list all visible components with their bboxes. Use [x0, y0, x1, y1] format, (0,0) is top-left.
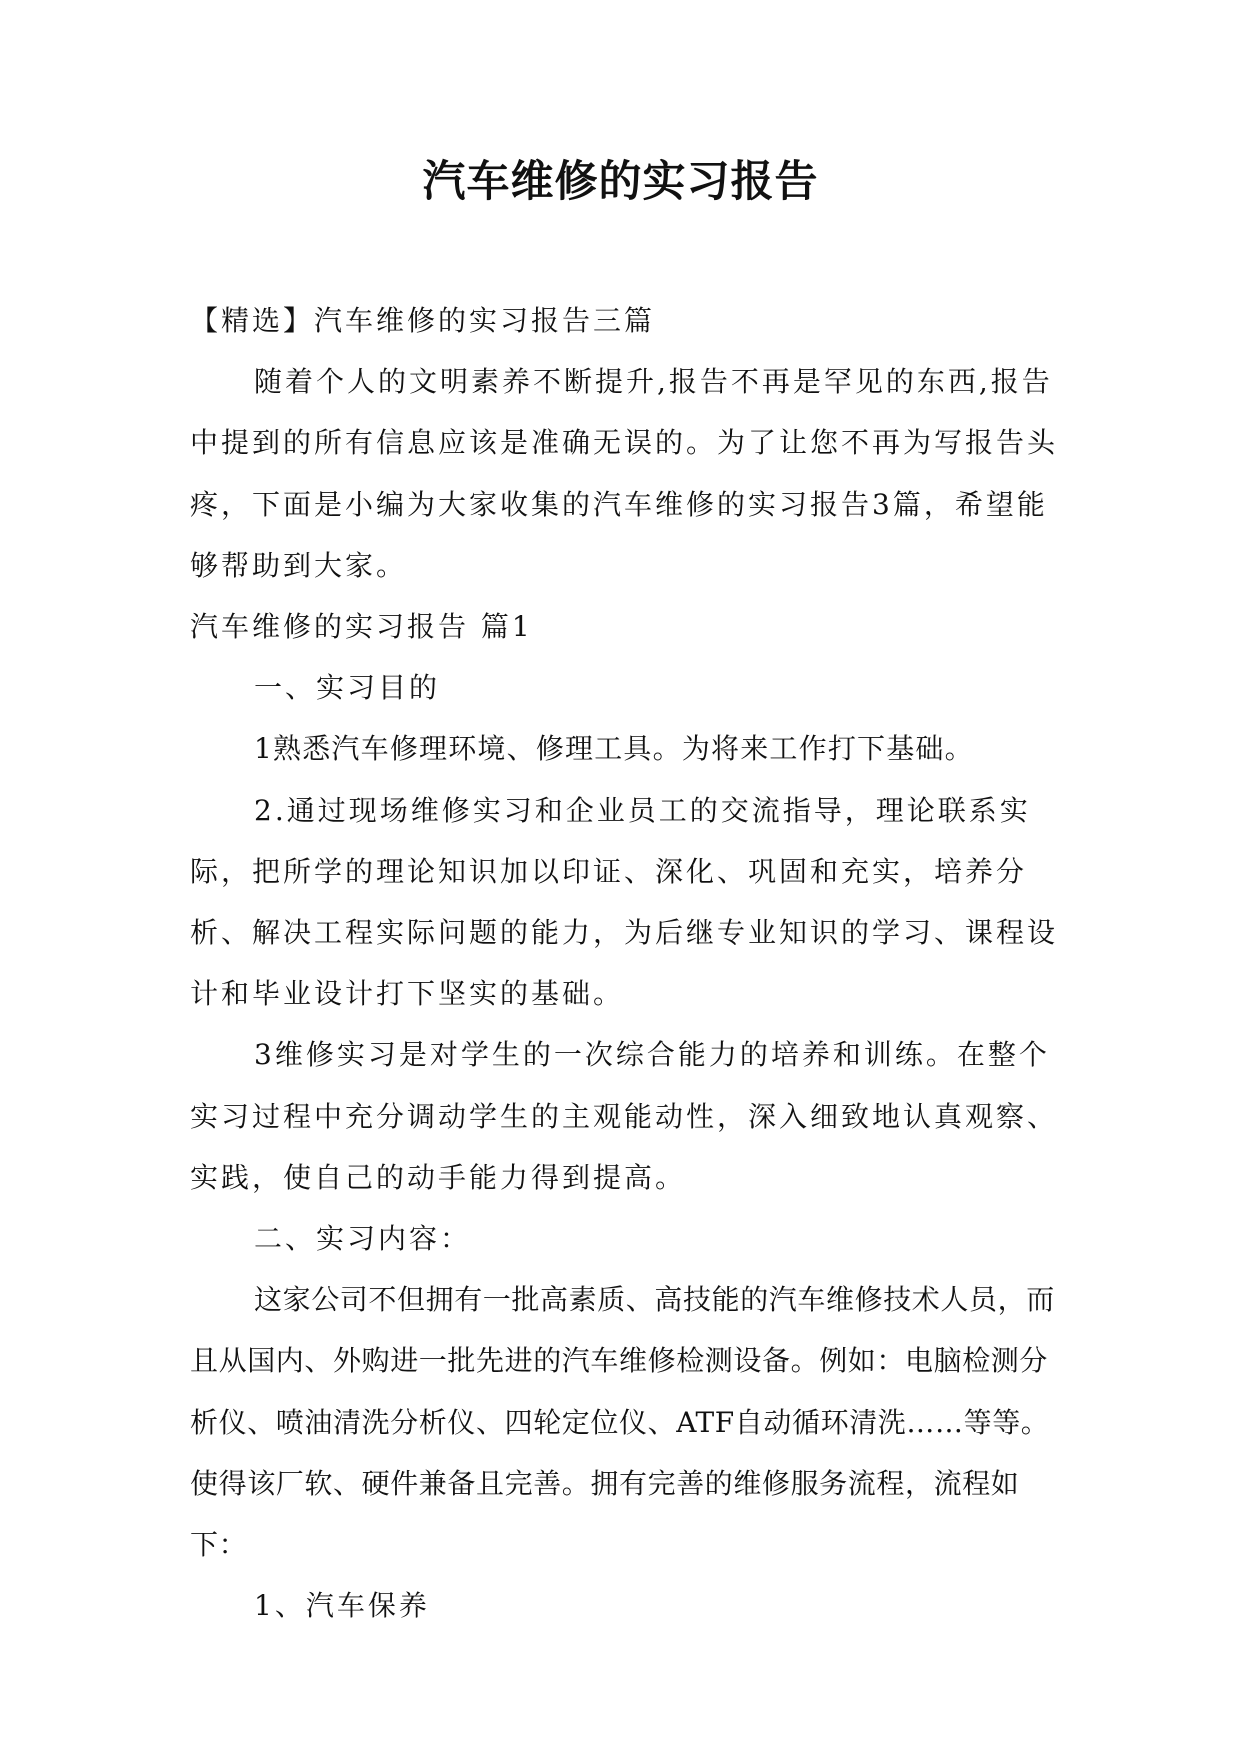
article-heading: 汽车维修的实习报告 篇1	[190, 610, 533, 644]
selected-heading: 【精选】汽车维修的实习报告三篇	[190, 304, 656, 337]
flow-item-1: 1、汽车保养	[254, 1589, 430, 1623]
purpose-item-3: 3维修实习是对学生的一次综合能力的培养和训练。在整个实习过程中充分调动学生的主观能动性，深入细致地认真观察、实践，使自己的动手能力得到提高。	[190, 1038, 1059, 1194]
purpose-item-2: 2.通过现场维修实习和企业员工的交流指导，理论联系实际，把所学的理论知识加以印证、深化、巩固和充实，培养分析、解决工程实际问题的能力，为后继专业知识的学习、课程设计和毕业设计打下坚实的基础。	[190, 793, 1059, 1011]
content-paragraph: 这家公司不但拥有一批高素质、高技能的汽车维修技术人员，而且从国内、外购进一批先进的汽车维修检测设备。例如：电脑检测分析仪、喷油清洗分析仪、四轮定位仪、ATF自动循环清洗……等等。使得该厂软、硬件兼备且完善。拥有完善的维修服务流程，流程如下：	[190, 1283, 1055, 1562]
intro-paragraph: 随着个人的文明素养不断提升,报告不再是罕见的东西,报告中提到的所有信息应该是准确无误的。为了让您不再为写报告头疼，下面是小编为大家收集的汽车维修的实习报告3篇，希望能够帮助到大家。	[190, 365, 1059, 582]
document-body	[190, 290, 1075, 1636]
document-title: 汽车维修的实习报告	[422, 157, 819, 207]
purpose-item-1: 1熟悉汽车修理环境、修理工具。为将来工作打下基础。	[254, 732, 974, 766]
section-1-heading: 一、实习目的	[254, 671, 441, 705]
section-2-heading: 二、实习内容：	[254, 1222, 472, 1256]
